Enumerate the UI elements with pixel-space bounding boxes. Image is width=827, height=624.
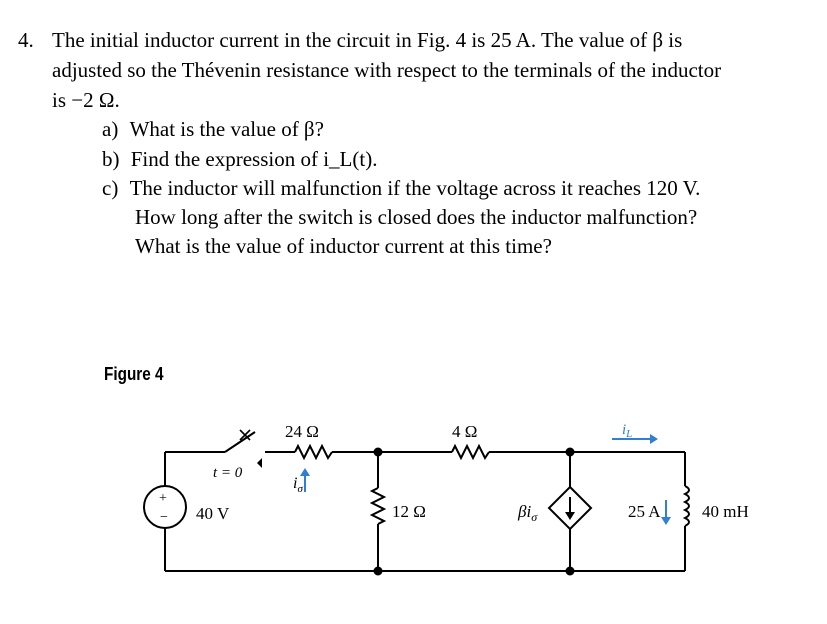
dep-arrowhead (565, 512, 575, 520)
inductor-symbol (685, 486, 689, 526)
label-i-sigma: $i_\sigma$ (293, 475, 303, 495)
part-a-label: a) (102, 117, 119, 141)
node-top-1 (374, 448, 383, 457)
resistor-12-symbol (372, 488, 384, 524)
problem-line-3: is −2 Ω. (52, 88, 120, 112)
problem-line-2: adjusted so the Thévenin resistance with respect to the terminals of the inductor (52, 58, 722, 82)
node-bottom-1 (374, 567, 383, 576)
switch-blade (225, 432, 255, 452)
figure-label: Figure 4 (104, 364, 164, 384)
label-dep-source: $\beta i_\sigma$ (518, 502, 538, 524)
label-iL: $i_L$ (622, 422, 633, 440)
part-c-text: The inductor will malfunction if the voltage across it reaches 120 V. (129, 176, 701, 200)
label-12-ohm: 12 Ω (392, 502, 426, 521)
node-bottom-2 (566, 567, 575, 576)
part-b-text: Find the expression of i_L(t). (130, 147, 378, 171)
part-c-line-3: What is the value of inductor current at this time? (135, 234, 552, 258)
label-source-minus: − (160, 510, 168, 525)
i-sigma-arrowhead (300, 468, 310, 476)
problem-line-1: The initial inductor current in the circuit in Fig. 4 is 25 A. The value of β is (52, 28, 683, 52)
node-top-2 (566, 448, 575, 457)
part-c-label: c) (102, 176, 119, 200)
switch-arrowhead (257, 458, 262, 468)
problem-number: 4. (18, 28, 34, 52)
label-inductance: 40 mH (702, 502, 749, 521)
part-a-text: What is the value of β? (129, 117, 324, 141)
part-b-label: b) (102, 147, 120, 171)
label-switch-time: t = 0 (213, 465, 243, 481)
label-4-ohm: 4 Ω (452, 422, 478, 441)
label-source-voltage: 40 V (196, 504, 230, 523)
part-c-line-2: How long after the switch is closed does the inductor malfunction? (135, 205, 698, 229)
resistor-4-symbol (452, 446, 489, 458)
iL-arrowhead (650, 434, 658, 444)
label-source-plus: + (159, 491, 167, 506)
label-24-ohm: 24 Ω (285, 422, 319, 441)
i0-arrowhead (661, 517, 671, 525)
resistor-24-symbol (295, 446, 332, 458)
label-initial-current: 25 A (628, 502, 661, 521)
